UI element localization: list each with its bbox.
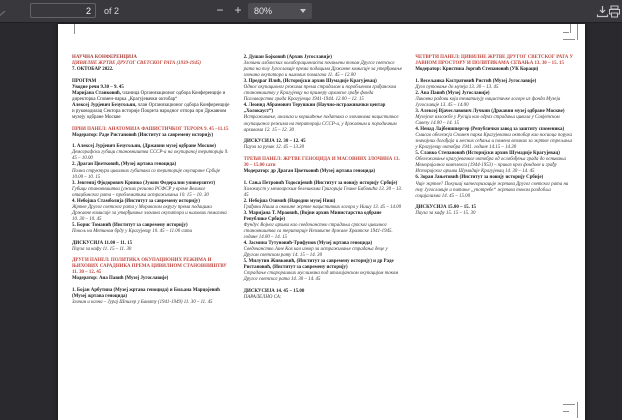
text-block: Уводне речи 9.30 – 9. 45 [72, 84, 124, 90]
text-block: 5. Борис Томанић (Институт за савремену историју) [72, 222, 188, 228]
text-block: 1. Алексеј Јурјевич Безугољни, (Државни музеј одбране Москве) [72, 144, 216, 150]
text-block: Алексеј Јурјевич Безугољни, члан Организационог одбора Конференције и руководилац Сектора историје Покрета народног отпора при Државном музеју одбране Москве [72, 102, 230, 121]
crop-mark-top-right-v [577, 24, 578, 40]
pdf-toolbar [0, 0, 622, 23]
text-block: Модератор: др Драган Цветковић (Музеј жртава геноцида) [243, 168, 376, 174]
text-block: ДИСКУСИЈА 12. 30 – 12. 45 [243, 139, 306, 145]
text-block: 1. Весељанка Кастратовић Ристић (Музеј Југославије) [415, 78, 537, 84]
text-block: Фундус Војног архива као сведочанство страдања српског цивилног становништва са територије Независне државе Хрватске 1941-1945. године 14.00 – 14. 15 [243, 222, 393, 241]
text-block: ДИСКУСИЈА 11.00 – 11. 15 [72, 240, 133, 246]
text-block: Пауза за кафу 15. 15 – 15. 30 [415, 211, 476, 217]
text-block: Однос окупационог режима према страдалом и поробљеном грађанском становништву у Крагујевцу на примеру архивске грађе фонда Поглаварства града Крагујевца 1941-1944. 12.00 – 12. 15 [243, 85, 397, 103]
text-block: 7. ОКТОБАР 2022. [72, 67, 114, 73]
text-block: Ликовни радови који тематизују нацистичке логоре из фонда Музеја Југославије 13. 45 – 14.00 [415, 96, 561, 108]
text-block: ДИСКУСИЈА 15.00 – 15. 15 [415, 205, 476, 211]
text-block: Маријана Станковић, чланица Организационог одбора Конференције и директорка Спомен-парка „Крагујевачки октобар“ [72, 90, 226, 102]
text-block: 3. Предраг Илић, (Историјски архив Шумадије Крагујевац) [243, 79, 377, 85]
text-block: Пауза за кафу 11. 15 – 11. 30 [72, 246, 132, 252]
pdf-page [58, 24, 585, 420]
text-block: 1. Сања Петровић Тодосијевић (Институт за новију историју Србије) [243, 180, 398, 186]
text-block: Злочин и казна – Јурај Шпилер у Банату (1941-1949) 11. 30 – 11. 45 [72, 300, 213, 306]
document-scroll-area[interactable] [0, 23, 622, 420]
text-block: Жртве Другог светског рата у Моравском округу према подацима Државне комисије за утврђивање злочина окупатора и њихових помагача 10. 30 – 10. 45 [72, 204, 227, 222]
text-block: Обележавање крагујевачког октобра од ослобођења града до оснивања Меморијалног комплекса (1944-1953) – приказ кроз фондове и грађу Историјског архива Шумадије Крагујевац 14. 30 – 14. 45 [415, 157, 566, 175]
text-block: Грађани Ниша и околине жртве нацистичких логора у Нишу 13. 45 – 14.00 [243, 204, 402, 210]
page-number-input[interactable] [30, 3, 96, 18]
crop-mark-top-right-h2 [563, 32, 569, 33]
text-block: 2. Драган Цветковић, (Музеј жртава геноцида) [72, 162, 177, 168]
text-block: Модератор: Ана Павић (Музеј Југославије) [72, 276, 169, 282]
text-block: Модератор: Раде Ристановић (Институт за савремену историју) [72, 132, 214, 138]
zoom-out-button[interactable]: − [212, 1, 228, 20]
text-block: Модератор: Кристина Јоргић Степановић (УК Кораци) [415, 67, 539, 73]
crop-mark-top-left [74, 24, 75, 34]
text-block: ПАРАЛЕЛНО СА: [243, 295, 282, 301]
text-block: 6. Зоран Јањетовић (Институт за новију историју Србије) [415, 175, 544, 181]
text-block: 1. Бојан Арбутина (Музеј жртава геноцида) и Биљана Марцојевић (Музеј жртава геноцида) [72, 288, 220, 300]
crop-mark-top-right-h [563, 39, 575, 40]
page-count-label: of 2 [104, 6, 120, 16]
text-block: Покољ на Метином брду у Крагујевцу 10. 45 – 11.00 сати [72, 229, 192, 234]
text-block: ПРОГРАМ [72, 78, 97, 84]
sidebar-toggle-icon[interactable] [0, 11, 7, 18]
text-block: Дуго путовање до музеја 13. 30 – 13. 45 [415, 84, 499, 90]
crop-mark-bottom-right-v [577, 402, 578, 418]
text-block: Полна структура цивилних губитака са територије окупиране Србије 10.00 – 10. 15 [72, 168, 221, 180]
text-block: НАУЧНА КОНФЕРЕНЦИЈА [72, 55, 137, 60]
crop-mark-top-right-v2 [570, 24, 571, 33]
text-block: Холокауст у мемоарским белешкама Григорија Гешке Бабовића 13. 30 – 13. 45 [243, 186, 403, 198]
text-block: Чије жртве? Покушај категоризације жртава Другог светског рата на тлу Југославије и питање „употребе“ жртава током раздобља социјализма 14. 45 – 15.00 [415, 181, 569, 199]
text-block: Смисао обележја Спомен парка Крагујевачки октобар као носиоца порука значајних догађаја и месних сећања и помена везаних за жртве стрељања у Крагујевцу октобра 1941. године 14.15 – 14.30 [415, 133, 573, 151]
text-block: Демографски губици становништва СССР-а на окупираној територији 9. 45 – 10.00 [72, 150, 229, 162]
document-columns [72, 55, 574, 306]
print-icon[interactable] [608, 5, 621, 18]
text-block: 4. Ненад Лајбеншпергер (Републички завод за заштиту споменика) [415, 127, 565, 133]
text-block: 2. Ана Павић (Музеј Југославије) [415, 90, 490, 96]
column-1 [72, 55, 231, 306]
text-block: ДИСКУСИЈА 14. 45 – 15.00 [243, 289, 305, 295]
chevron-down-icon [300, 9, 306, 13]
zoom-level-value: 80% [254, 6, 273, 16]
text-block: 3. Маријана Т. Мраовић, (Војни архив Министарства одбране Републике Србије) [243, 210, 382, 222]
text-block: 5. Милутин Живковић, (Институт за савремену историју) и др Раде Ристановић, (Институт за савремену историју) [243, 259, 394, 271]
text-block: 3. Јевгениј Фјодорович Кринко (Јужни Федерални универзитет) [72, 180, 216, 186]
crop-mark-bottom-right-h2 [563, 411, 569, 412]
text-block: Губици становништва јужних региона РСФСР у време Великог отаџбинског рата – проблематика истраживања 10. 15 – 10. 30 [72, 186, 209, 198]
crop-mark-bottom-right-h [563, 404, 575, 405]
text-block: Сведочанство Јане Кох као извор за истраживање страдања деце у Другом светском рату 14. 15 – 14. 30 [243, 247, 388, 259]
column-2 [244, 55, 403, 306]
text-block: ПРВИ ПАНЕЛ: АНАТОМИЈА ФАШИСТИЧКОГ ТЕРОРА 9. 45 –11.15 [72, 126, 229, 132]
text-block: 4. Леонид Абрамович Терушкин (Научно-истраживачки центар „Холокауст“) [243, 103, 386, 115]
text-block: 4. Небојша Стамболија (Институт за савремену историју) [72, 198, 200, 204]
zoom-level-select[interactable] [248, 3, 312, 19]
column-3 [415, 55, 574, 306]
text-block: Страдање старорашких муслимана под италијанском окупацијом током Другог светског рата 14. 30 – 14. 45 [243, 271, 399, 283]
text-block: 5. Славко Степановић (Историјски архив Шумадије Крагујевац) [415, 151, 560, 157]
zoom-in-button[interactable]: + [230, 1, 246, 20]
text-block: Пауза за ручак 12. 45 – 13.30 [243, 145, 305, 151]
text-block: ЧЕТВРТИ ПАНЕЛ: ЦИВИЛНЕ ЖРТВЕ ДРУГОГ СВЕТСКОГ РАТА У ЈАВНОМ ПРОСТОРУ И ПОЛИТИКАМА СЕЋАЊА 13. 30 – 15. 15 [415, 55, 574, 67]
text-block: ЦИВИЛНЕ ЖРТВЕ ДРУГОГ СВЕТСКОГ РАТА (1939-1945) [72, 61, 202, 67]
text-block: Злочини албанских колаборациониста почињени током Другог светског рата на тлу Југославије према подацима Државне комисије за утврђивање злочина окупатора и њихових помагача 11. 45 – 12.00 [243, 61, 402, 79]
text-block: ДРУГИ ПАНЕЛ: ПОЛИТИКА ОКУПАЦИОНИХ РЕЖИМА И ЊИХОВИХ САРАДНИКА ПРЕМА ЦИВИЛНОМ СТАНОВНИШТВУ 11. 30 – 12. 45 [72, 258, 227, 276]
text-block: Музејске изложбе у Русији као одраз страдања цивила у Совјетском Савезу 14.00 – 14. 15 [415, 115, 560, 127]
text-block: ТРЕЋИ ПАНЕЛ: ЖРТВЕ ГЕНОЦИДА И МАСОВНИХ ЗЛОЧИНА 13. 30 – 15.00 сати [243, 156, 400, 168]
text-block: 2. Небојша Озимић (Народни музеј Ниш) [243, 198, 336, 204]
text-block: 4. Јасмина Тутуновић-Трифунов (Музеј жртава геноцида) [243, 241, 373, 247]
text-block: Истраживање, анализа и коришћење података о злочинима нацистичког окупационог режима на територији СССР-а, у државним и породичним архивама 12. 15 – 12. 30 [243, 115, 399, 133]
text-block: 2. Душан Бојковић (Архив Југославије) [243, 55, 332, 60]
text-block: 3. Алексеј Вјачеславович Лучкин (Државни музеј одбране Москве) [415, 108, 565, 114]
